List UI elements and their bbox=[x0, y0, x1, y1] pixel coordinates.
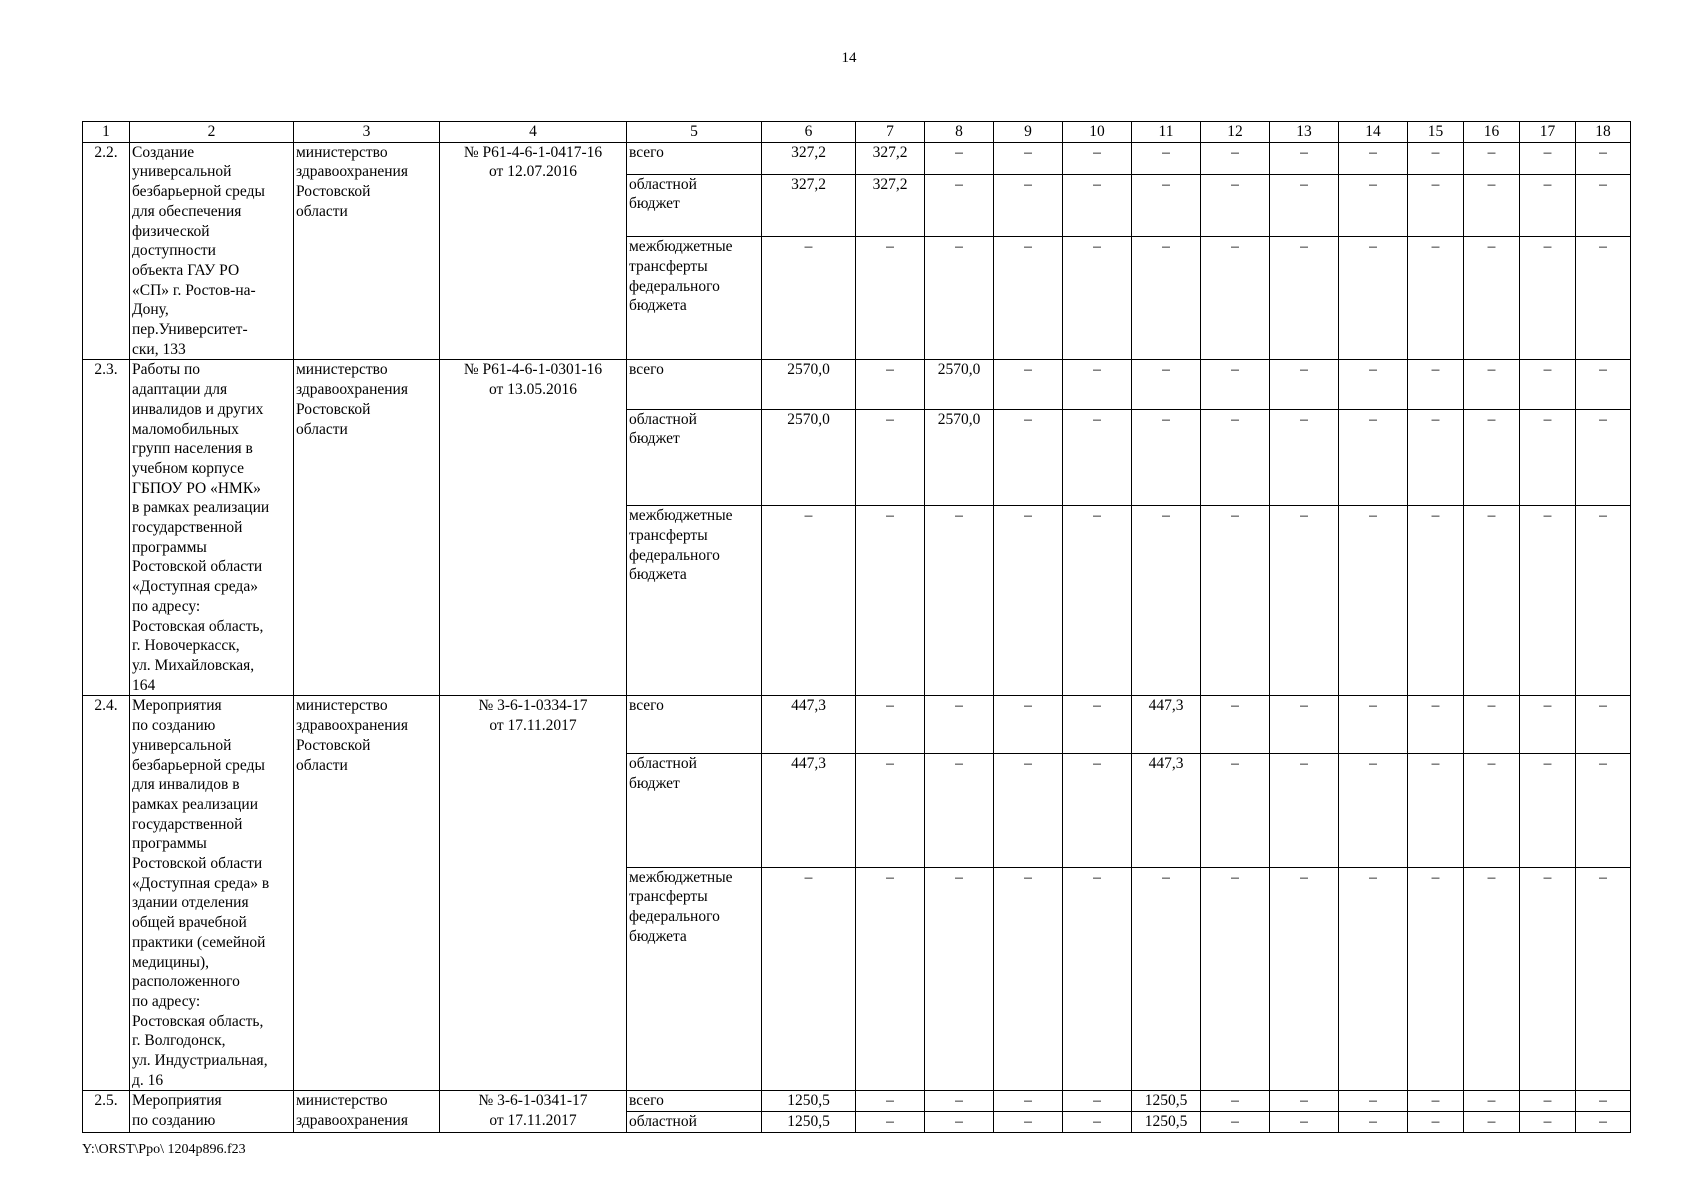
amount-value: – bbox=[1464, 506, 1520, 696]
item-name-line: адаптации для bbox=[132, 381, 228, 399]
table-row bbox=[83, 1091, 1631, 1112]
item-contract-line: от 17.11.2017 bbox=[489, 717, 577, 735]
item-name-line: «Доступная среда» в bbox=[132, 874, 270, 892]
item-executor-line: министерство bbox=[296, 1092, 388, 1110]
amount-value: – bbox=[762, 506, 856, 696]
page-number: 14 bbox=[841, 50, 857, 66]
amount-value: – bbox=[1339, 174, 1408, 236]
amount-value: – bbox=[1464, 696, 1520, 754]
item-name-line: безбарьерной среды bbox=[132, 183, 265, 201]
amount-value: – bbox=[1270, 867, 1339, 1091]
amount-value: 447,3 bbox=[762, 754, 856, 867]
column-number: 6 bbox=[762, 122, 856, 143]
amount-value: – bbox=[1408, 1112, 1464, 1133]
amount-value: – bbox=[1520, 696, 1576, 754]
amount-value: – bbox=[1339, 1091, 1408, 1112]
amount-value: – bbox=[1270, 174, 1339, 236]
amount-value: 447,3 bbox=[1132, 696, 1201, 754]
item-executor-line: здравоохранения bbox=[296, 163, 408, 181]
item-name-line: д. 16 bbox=[132, 1071, 164, 1089]
item-contract-line: от 13.05.2016 bbox=[489, 381, 577, 399]
amount-value: – bbox=[1464, 360, 1520, 409]
item-contract-line: № 3-6-1-0334-17 bbox=[478, 697, 588, 715]
amount-value: 1250,5 bbox=[762, 1091, 856, 1112]
amount-value: – bbox=[1576, 174, 1631, 236]
amount-value: – bbox=[925, 1091, 994, 1112]
item-name-line: для обеспечения bbox=[132, 202, 242, 220]
amount-value: – bbox=[762, 867, 856, 1091]
item-name-line: ГБПОУ РО «НМК» bbox=[132, 479, 261, 497]
item-name-line: объекта ГАУ РО bbox=[132, 261, 240, 279]
amount-value: – bbox=[856, 409, 925, 505]
item-name-line: Мероприятия bbox=[132, 1092, 222, 1110]
column-number: 9 bbox=[994, 122, 1063, 143]
funding-source-line: всего bbox=[629, 697, 664, 715]
amount-value: – bbox=[1201, 360, 1270, 409]
item-name bbox=[130, 1091, 294, 1132]
amount-value: 2570,0 bbox=[925, 360, 994, 409]
amount-value: – bbox=[1576, 506, 1631, 696]
item-executor-line: здравоохранения bbox=[296, 717, 408, 735]
amount-value: – bbox=[1201, 1091, 1270, 1112]
column-number-row bbox=[83, 122, 1631, 143]
amount-value: – bbox=[1408, 360, 1464, 409]
amount-value: – bbox=[1576, 696, 1631, 754]
item-name-line: здании отделения bbox=[132, 894, 249, 912]
item-name-line: государственной bbox=[132, 815, 243, 833]
funding-source-line: федерального bbox=[629, 277, 720, 295]
item-name-line: Ростовской области bbox=[132, 558, 263, 576]
amount-value: – bbox=[1132, 142, 1201, 174]
funding-source bbox=[627, 142, 762, 174]
item-name-line: Создание bbox=[132, 143, 195, 161]
amount-value: – bbox=[925, 1112, 994, 1133]
amount-value: – bbox=[1408, 237, 1464, 360]
amount-value: – bbox=[1576, 1112, 1631, 1133]
amount-value: – bbox=[1339, 237, 1408, 360]
funding-source-line: межбюджетные bbox=[629, 507, 733, 525]
column-number: 17 bbox=[1520, 122, 1576, 143]
funding-source-line: федерального bbox=[629, 546, 720, 564]
funding-source bbox=[627, 506, 762, 696]
column-number: 16 bbox=[1464, 122, 1520, 143]
funding-source-line: трансферты bbox=[629, 526, 708, 544]
item-executor-line: Ростовской bbox=[296, 183, 371, 201]
item-name bbox=[130, 142, 294, 360]
amount-value: – bbox=[1464, 409, 1520, 505]
amount-value: – bbox=[1270, 237, 1339, 360]
funding-source-line: всего bbox=[629, 143, 664, 161]
amount-value: – bbox=[1339, 142, 1408, 174]
amount-value: – bbox=[925, 867, 994, 1091]
item-name-line: по адресу: bbox=[132, 597, 201, 615]
funding-source-line: межбюджетные bbox=[629, 868, 733, 886]
footer-file-path: Y:\ORST\Ppo\ 1204p896.f23 bbox=[82, 1142, 246, 1157]
item-name-line: в рамках реализации bbox=[132, 499, 270, 517]
amount-value: – bbox=[1464, 867, 1520, 1091]
item-number: 2.4. bbox=[83, 696, 130, 1091]
column-number: 2 bbox=[130, 122, 294, 143]
column-number: 13 bbox=[1270, 122, 1339, 143]
amount-value: – bbox=[925, 506, 994, 696]
column-number: 1 bbox=[83, 122, 130, 143]
item-executor-line: Ростовской bbox=[296, 736, 371, 754]
amount-value: – bbox=[856, 1112, 925, 1133]
item-name-line: ул. Индустриальная, bbox=[132, 1052, 268, 1070]
amount-value: – bbox=[994, 1091, 1063, 1112]
column-number: 12 bbox=[1201, 122, 1270, 143]
item-name bbox=[130, 360, 294, 696]
amount-value: – bbox=[1408, 506, 1464, 696]
amount-value: – bbox=[1520, 1091, 1576, 1112]
funding-source-line: областной bbox=[629, 1113, 697, 1131]
amount-value: – bbox=[856, 1091, 925, 1112]
funding-source-line: всего bbox=[629, 1092, 664, 1110]
amount-value: – bbox=[1408, 867, 1464, 1091]
amount-value: – bbox=[1132, 409, 1201, 505]
amount-value: – bbox=[1201, 754, 1270, 867]
item-number: 2.3. bbox=[83, 360, 130, 696]
funding-source-line: межбюджетные bbox=[629, 238, 733, 256]
column-number: 3 bbox=[294, 122, 440, 143]
funding-source-line: бюджета bbox=[629, 566, 687, 584]
amount-value: – bbox=[1408, 696, 1464, 754]
item-name-line: рамках реализации bbox=[132, 795, 258, 813]
item-name-line: Мероприятия bbox=[132, 697, 222, 715]
amount-value: – bbox=[994, 506, 1063, 696]
item-name-line: практики (семейной bbox=[132, 933, 266, 951]
amount-value: – bbox=[1063, 754, 1132, 867]
item-name-line: «СП» г. Ростов-на- bbox=[132, 281, 256, 299]
amount-value: – bbox=[1520, 142, 1576, 174]
amount-value: – bbox=[1270, 360, 1339, 409]
amount-value: – bbox=[1201, 174, 1270, 236]
item-name-line: учебном корпусе bbox=[132, 459, 244, 477]
amount-value: – bbox=[856, 754, 925, 867]
funding-source-line: всего bbox=[629, 361, 664, 379]
amount-value: – bbox=[1270, 1112, 1339, 1133]
column-number: 14 bbox=[1339, 122, 1408, 143]
amount-value: 1250,5 bbox=[1132, 1112, 1201, 1133]
amount-value: – bbox=[994, 174, 1063, 236]
item-executor-line: здравоохранения bbox=[296, 381, 408, 399]
column-number: 8 bbox=[925, 122, 994, 143]
amount-value: – bbox=[1464, 174, 1520, 236]
amount-value: – bbox=[1339, 360, 1408, 409]
amount-value: – bbox=[1339, 506, 1408, 696]
amount-value: – bbox=[1339, 696, 1408, 754]
funding-source-line: федерального bbox=[629, 908, 720, 926]
item-name-line: г. Волгодонск, bbox=[132, 1032, 226, 1050]
item-name-line: универсальной bbox=[132, 736, 232, 754]
amount-value: – bbox=[1576, 867, 1631, 1091]
item-name-line: маломобильных bbox=[132, 420, 239, 438]
amount-value: – bbox=[1132, 360, 1201, 409]
amount-value: – bbox=[1063, 237, 1132, 360]
item-name-line: пер.Университет- bbox=[132, 321, 248, 339]
amount-value: – bbox=[994, 867, 1063, 1091]
amount-value: – bbox=[1464, 237, 1520, 360]
amount-value: – bbox=[1339, 754, 1408, 867]
amount-value: – bbox=[1063, 506, 1132, 696]
amount-value: – bbox=[994, 237, 1063, 360]
amount-value: – bbox=[1408, 142, 1464, 174]
amount-value: – bbox=[1270, 1091, 1339, 1112]
amount-value: – bbox=[925, 174, 994, 236]
item-contract-line: № Р61-4-6-1-0417-16 bbox=[463, 143, 603, 161]
amount-value: – bbox=[1063, 867, 1132, 1091]
amount-value: – bbox=[925, 142, 994, 174]
amount-value: – bbox=[1520, 506, 1576, 696]
amount-value: – bbox=[1063, 142, 1132, 174]
amount-value: – bbox=[1576, 237, 1631, 360]
amount-value: – bbox=[1270, 142, 1339, 174]
item-executor-line: здравоохранения bbox=[296, 1112, 408, 1130]
amount-value: – bbox=[1339, 867, 1408, 1091]
budget-table bbox=[82, 121, 1631, 1133]
column-number: 10 bbox=[1063, 122, 1132, 143]
amount-value: – bbox=[856, 237, 925, 360]
amount-value: – bbox=[1464, 1091, 1520, 1112]
amount-value: – bbox=[925, 696, 994, 754]
item-name-line: безбарьерной среды bbox=[132, 756, 265, 774]
funding-source bbox=[627, 696, 762, 754]
amount-value: – bbox=[1520, 237, 1576, 360]
item-contract bbox=[440, 360, 627, 696]
funding-source-line: бюджет bbox=[629, 195, 680, 213]
item-name-line: групп населения в bbox=[132, 440, 253, 458]
amount-value: – bbox=[1201, 696, 1270, 754]
amount-value: – bbox=[1576, 754, 1631, 867]
amount-value: – bbox=[856, 696, 925, 754]
amount-value: – bbox=[1063, 409, 1132, 505]
item-name-line: Ростовская область, bbox=[132, 617, 264, 635]
item-executor bbox=[294, 696, 440, 1091]
table-row bbox=[83, 696, 1631, 754]
item-contract-line: от 12.07.2016 bbox=[489, 163, 577, 181]
amount-value: – bbox=[1132, 506, 1201, 696]
item-executor-line: министерство bbox=[296, 697, 388, 715]
amount-value: 327,2 bbox=[762, 142, 856, 174]
amount-value: – bbox=[1520, 360, 1576, 409]
amount-value: – bbox=[1201, 1112, 1270, 1133]
item-name-line: физической bbox=[132, 222, 210, 240]
amount-value: – bbox=[1520, 174, 1576, 236]
amount-value: – bbox=[1408, 754, 1464, 867]
amount-value: – bbox=[1576, 1091, 1631, 1112]
amount-value: – bbox=[1063, 360, 1132, 409]
amount-value: – bbox=[994, 1112, 1063, 1133]
item-name-line: 164 bbox=[132, 676, 156, 694]
funding-source bbox=[627, 409, 762, 505]
amount-value: – bbox=[1576, 142, 1631, 174]
funding-source-line: бюджет bbox=[629, 775, 680, 793]
item-name-line: ски, 133 bbox=[132, 340, 186, 358]
item-executor bbox=[294, 360, 440, 696]
amount-value: – bbox=[1132, 867, 1201, 1091]
item-contract bbox=[440, 696, 627, 1091]
item-name-line: программы bbox=[132, 835, 207, 853]
item-name-line: по созданию bbox=[132, 1112, 216, 1130]
item-executor bbox=[294, 1091, 440, 1132]
amount-value: – bbox=[1063, 696, 1132, 754]
amount-value: – bbox=[1063, 1112, 1132, 1133]
amount-value: 2570,0 bbox=[762, 360, 856, 409]
item-name-line: по адресу: bbox=[132, 992, 201, 1010]
funding-source-line: областной bbox=[629, 755, 697, 773]
amount-value: – bbox=[856, 506, 925, 696]
item-name-line: г. Новочеркасск, bbox=[132, 637, 240, 655]
item-name-line: Ростовской области bbox=[132, 855, 263, 873]
amount-value: – bbox=[856, 360, 925, 409]
amount-value: – bbox=[1201, 506, 1270, 696]
amount-value: 447,3 bbox=[762, 696, 856, 754]
column-number: 7 bbox=[856, 122, 925, 143]
amount-value: – bbox=[1201, 237, 1270, 360]
amount-value: – bbox=[1339, 409, 1408, 505]
item-name-line: Работы по bbox=[132, 361, 201, 379]
column-number: 18 bbox=[1576, 122, 1631, 143]
amount-value: – bbox=[1063, 1091, 1132, 1112]
item-name-line: инвалидов и других bbox=[132, 400, 264, 418]
amount-value: 2570,0 bbox=[925, 409, 994, 505]
amount-value: – bbox=[994, 696, 1063, 754]
amount-value: 2570,0 bbox=[762, 409, 856, 505]
funding-source bbox=[627, 237, 762, 360]
amount-value: – bbox=[994, 360, 1063, 409]
amount-value: – bbox=[1464, 754, 1520, 867]
item-contract bbox=[440, 142, 627, 360]
table-row bbox=[83, 360, 1631, 409]
item-executor-line: области bbox=[296, 756, 348, 774]
amount-value: – bbox=[1270, 506, 1339, 696]
amount-value: – bbox=[1132, 174, 1201, 236]
funding-source bbox=[627, 754, 762, 867]
amount-value: – bbox=[1408, 1091, 1464, 1112]
amount-value: – bbox=[1132, 237, 1201, 360]
table-row bbox=[83, 142, 1631, 174]
amount-value: – bbox=[762, 237, 856, 360]
amount-value: – bbox=[1520, 1112, 1576, 1133]
amount-value: – bbox=[1201, 867, 1270, 1091]
amount-value: 327,2 bbox=[856, 174, 925, 236]
item-name-line: медицины), bbox=[132, 953, 210, 971]
item-name-line: ул. Михайловская, bbox=[132, 656, 255, 674]
item-name-line: Ростовская область, bbox=[132, 1012, 264, 1030]
amount-value: – bbox=[1576, 409, 1631, 505]
item-name-line: по созданию bbox=[132, 717, 216, 735]
amount-value: – bbox=[1201, 142, 1270, 174]
amount-value: – bbox=[1576, 360, 1631, 409]
column-number: 5 bbox=[627, 122, 762, 143]
funding-source-line: трансферты bbox=[629, 888, 708, 906]
item-number: 2.5. bbox=[83, 1091, 130, 1132]
column-number: 4 bbox=[440, 122, 627, 143]
item-executor bbox=[294, 142, 440, 360]
funding-source bbox=[627, 174, 762, 236]
item-name-line: универсальной bbox=[132, 163, 232, 181]
funding-source bbox=[627, 1112, 762, 1133]
amount-value: – bbox=[1270, 754, 1339, 867]
item-contract-line: № 3-6-1-0341-17 bbox=[478, 1092, 588, 1110]
amount-value: – bbox=[1270, 409, 1339, 505]
amount-value: – bbox=[1339, 1112, 1408, 1133]
column-number: 15 bbox=[1408, 122, 1464, 143]
item-number: 2.2. bbox=[83, 142, 130, 360]
item-executor-line: министерство bbox=[296, 143, 388, 161]
item-contract-line: № Р61-4-6-1-0301-16 bbox=[463, 361, 603, 379]
amount-value: – bbox=[994, 409, 1063, 505]
amount-value: 327,2 bbox=[856, 142, 925, 174]
amount-value: – bbox=[1520, 867, 1576, 1091]
amount-value: – bbox=[994, 754, 1063, 867]
funding-source-line: бюджета bbox=[629, 297, 687, 315]
funding-source bbox=[627, 1091, 762, 1112]
item-executor-line: области bbox=[296, 202, 348, 220]
amount-value: – bbox=[1464, 1112, 1520, 1133]
item-executor-line: области bbox=[296, 420, 348, 438]
item-name bbox=[130, 696, 294, 1091]
funding-source-line: бюджета bbox=[629, 927, 687, 945]
column-number: 11 bbox=[1132, 122, 1201, 143]
funding-source-line: областной bbox=[629, 175, 697, 193]
item-executor-line: министерство bbox=[296, 361, 388, 379]
amount-value: 1250,5 bbox=[1132, 1091, 1201, 1112]
item-executor-line: Ростовской bbox=[296, 400, 371, 418]
amount-value: – bbox=[1520, 409, 1576, 505]
item-name-line: Дону, bbox=[132, 301, 169, 319]
item-name-line: доступности bbox=[132, 242, 216, 260]
amount-value: – bbox=[1408, 409, 1464, 505]
item-name-line: программы bbox=[132, 538, 207, 556]
amount-value: – bbox=[925, 237, 994, 360]
funding-source-line: бюджет bbox=[629, 430, 680, 448]
funding-source-line: областной bbox=[629, 410, 697, 428]
funding-source bbox=[627, 867, 762, 1091]
funding-source bbox=[627, 360, 762, 409]
amount-value: – bbox=[925, 754, 994, 867]
amount-value: – bbox=[1408, 174, 1464, 236]
item-name-line: для инвалидов в bbox=[132, 776, 240, 794]
item-contract bbox=[440, 1091, 627, 1132]
amount-value: 447,3 bbox=[1132, 754, 1201, 867]
amount-value: – bbox=[1201, 409, 1270, 505]
funding-source-line: трансферты bbox=[629, 257, 708, 275]
item-name-line: «Доступная среда» bbox=[132, 578, 258, 596]
amount-value: – bbox=[856, 867, 925, 1091]
amount-value: – bbox=[1520, 754, 1576, 867]
item-name-line: государственной bbox=[132, 519, 243, 537]
item-contract-line: от 17.11.2017 bbox=[489, 1112, 577, 1130]
amount-value: 1250,5 bbox=[762, 1112, 856, 1133]
item-name-line: расположенного bbox=[132, 973, 240, 991]
amount-value: 327,2 bbox=[762, 174, 856, 236]
amount-value: – bbox=[1270, 696, 1339, 754]
item-name-line: общей врачебной bbox=[132, 914, 247, 932]
amount-value: – bbox=[1464, 142, 1520, 174]
amount-value: – bbox=[994, 142, 1063, 174]
amount-value: – bbox=[1063, 174, 1132, 236]
